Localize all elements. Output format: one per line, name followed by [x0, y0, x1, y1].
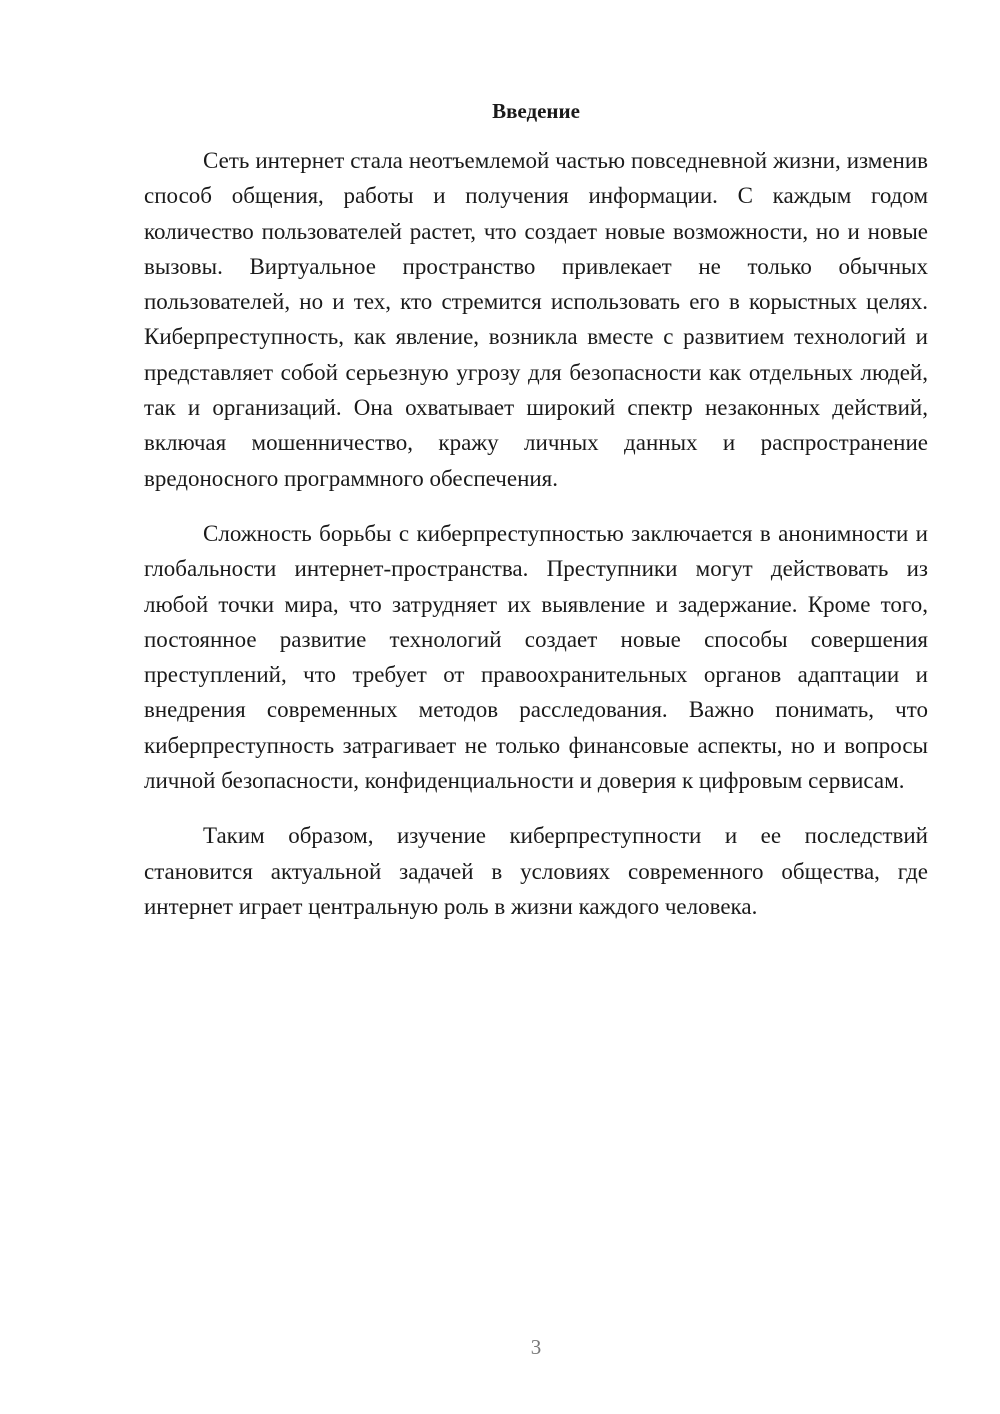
page-number: 3 — [530, 1335, 542, 1359]
body-text — [144, 143, 928, 924]
section-heading: Введение — [492, 99, 580, 123]
paragraph-3: Таким образом, изучение киберпреступности и ее последствий становится актуальной задачей в условиях современного общества, где интернет играет центральную роль в жизни каждого человека. — [144, 823, 928, 919]
paragraph-2: Сложность борьбы с киберпреступностью заключается в анонимности и глобальности интернет-пространства. Преступники могут действовать из любой точки мира, что затрудняет их выявление и задержание. Кроме того, постоянное развитие технологий создает новые способы совершения преступлений, что требует от правоохранительных органов адаптации и внедрения современных методов расследования. Важно понимать, что киберпреступность затрагивает не только финансовые аспекты, но и вопросы личной безопасности, конфиденциальности и доверия к цифровым сервисам. — [144, 520, 928, 794]
paragraph-1: Сеть интернет стала неотъемлемой частью повседневной жизни, изменив способ общения, работы и получения информации. С каждым годом количество пользователей растет, что создает новые возможности, но и новые вызовы. Виртуальное пространство привлекает не только обычных пользователей, но и тех, кто стремится использовать его в корыстных целях. Киберпреступность, как явление, возникла вместе с развитием технологий и представляет собой серьезную угрозу для безопасности как отдельных людей, так и организаций. Она охватывает широкий спектр незаконных действий, включая мошенничество, кражу личных данных и распространение вредоносного программного обеспечения. — [144, 148, 928, 491]
